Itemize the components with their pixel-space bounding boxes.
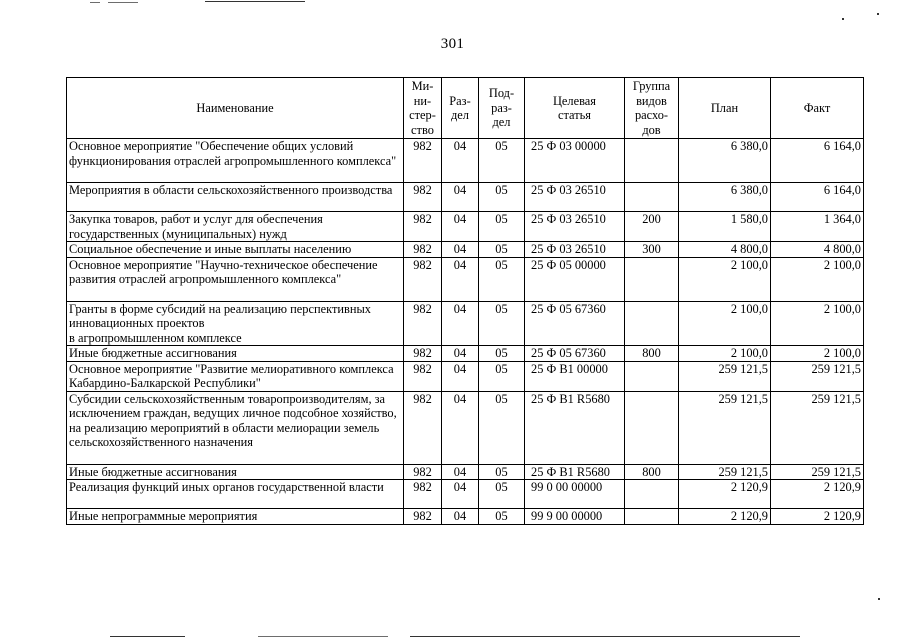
cell-subsection: 05	[479, 301, 525, 346]
cell-ministry: 982	[404, 139, 442, 183]
cell-ministry: 982	[404, 361, 442, 391]
cell-fact: 259 121,5	[771, 464, 864, 480]
cell-name: Закупка товаров, работ и услуг для обеспечения государственных (муниципальных) нужд	[67, 212, 404, 242]
cell-article: 99 0 00 00000	[525, 480, 625, 509]
cell-section: 04	[442, 346, 479, 362]
cell-plan: 4 800,0	[679, 242, 771, 258]
cell-plan: 259 121,5	[679, 464, 771, 480]
cell-plan: 2 120,9	[679, 509, 771, 525]
cell-subsection: 05	[479, 346, 525, 362]
table-row	[67, 212, 864, 242]
cell-name: Основное мероприятие "Развитие мелиоративного комплекса Кабардино-Балкарской Республики"	[67, 361, 404, 391]
header-article: Целевая статья	[525, 78, 625, 139]
cell-name: Основное мероприятие "Научно-техническое обеспечение развития отраслей агропромышленного комплекса"	[67, 257, 404, 301]
cell-article: 25 Ф 03 26510	[525, 212, 625, 242]
cell-ministry: 982	[404, 257, 442, 301]
cell-expense-group	[625, 301, 679, 346]
cell-article: 25 Ф 05 67360	[525, 301, 625, 346]
cell-subsection: 05	[479, 361, 525, 391]
cell-subsection: 05	[479, 509, 525, 525]
table-row	[67, 480, 864, 509]
cell-article: 25 Ф 05 00000	[525, 257, 625, 301]
cell-name: Иные непрограммные мероприятия	[67, 509, 404, 525]
cell-subsection: 05	[479, 257, 525, 301]
cell-name: Мероприятия в области сельскохозяйственного производства	[67, 183, 404, 212]
cell-section: 04	[442, 464, 479, 480]
header-plan: План	[679, 78, 771, 139]
cell-fact: 2 100,0	[771, 346, 864, 362]
cell-name: Реализация функций иных органов государственной власти	[67, 480, 404, 509]
table-row	[67, 183, 864, 212]
table-row	[67, 257, 864, 301]
header-expense-group: Группа видов расхо- дов	[625, 78, 679, 139]
cell-section: 04	[442, 242, 479, 258]
cell-fact: 6 164,0	[771, 139, 864, 183]
cell-ministry: 982	[404, 212, 442, 242]
scan-artifact-top-2	[108, 2, 138, 3]
cell-article: 25 Ф В1 00000	[525, 361, 625, 391]
scan-artifact-top-1	[90, 2, 100, 3]
cell-plan: 6 380,0	[679, 139, 771, 183]
header-subsection: Под- раз- дел	[479, 78, 525, 139]
cell-fact: 2 100,0	[771, 301, 864, 346]
cell-section: 04	[442, 391, 479, 464]
cell-ministry: 982	[404, 183, 442, 212]
cell-article: 25 Ф 03 00000	[525, 139, 625, 183]
cell-subsection: 05	[479, 183, 525, 212]
cell-article: 25 Ф 03 26510	[525, 242, 625, 258]
cell-expense-group: 300	[625, 242, 679, 258]
cell-plan: 259 121,5	[679, 361, 771, 391]
cell-expense-group	[625, 257, 679, 301]
scan-artifact-bottom-3	[410, 636, 800, 637]
scan-artifact-bottom-2	[258, 636, 388, 637]
cell-subsection: 05	[479, 391, 525, 464]
cell-expense-group: 200	[625, 212, 679, 242]
cell-fact: 259 121,5	[771, 391, 864, 464]
cell-expense-group	[625, 480, 679, 509]
cell-plan: 6 380,0	[679, 183, 771, 212]
table-row	[67, 346, 864, 362]
cell-name: Иные бюджетные ассигнования	[67, 346, 404, 362]
table-row	[67, 464, 864, 480]
scan-artifact-dot-2	[877, 13, 879, 15]
cell-name: Гранты в форме субсидий на реализацию перспективных инновационных проектов в агропромышленном комплексе	[67, 301, 404, 346]
cell-name: Социальное обеспечение и иные выплаты населению	[67, 242, 404, 258]
cell-section: 04	[442, 509, 479, 525]
cell-article: 25 Ф 05 67360	[525, 346, 625, 362]
table-row	[67, 242, 864, 258]
cell-fact: 2 120,9	[771, 480, 864, 509]
cell-section: 04	[442, 139, 479, 183]
scan-artifact-dot-3	[878, 598, 880, 600]
cell-expense-group	[625, 391, 679, 464]
table-row	[67, 139, 864, 183]
table-header-row	[67, 78, 864, 139]
cell-ministry: 982	[404, 480, 442, 509]
cell-fact: 4 800,0	[771, 242, 864, 258]
header-fact: Факт	[771, 78, 864, 139]
cell-article: 25 Ф В1 R5680	[525, 464, 625, 480]
scan-artifact-dot-1	[842, 18, 844, 20]
header-name: Наименование	[67, 78, 404, 139]
cell-ministry: 982	[404, 509, 442, 525]
cell-section: 04	[442, 212, 479, 242]
cell-fact: 1 364,0	[771, 212, 864, 242]
cell-expense-group	[625, 139, 679, 183]
page-number: 301	[440, 36, 465, 52]
cell-expense-group	[625, 361, 679, 391]
cell-fact: 2 100,0	[771, 257, 864, 301]
table-row	[67, 361, 864, 391]
cell-plan: 2 120,9	[679, 480, 771, 509]
cell-fact: 2 120,9	[771, 509, 864, 525]
cell-section: 04	[442, 480, 479, 509]
cell-name: Основное мероприятие "Обеспечение общих условий функционирования отраслей агропромышленного комплекса"	[67, 139, 404, 183]
cell-name: Иные бюджетные ассигнования	[67, 464, 404, 480]
cell-ministry: 982	[404, 242, 442, 258]
cell-subsection: 05	[479, 242, 525, 258]
cell-ministry: 982	[404, 464, 442, 480]
cell-plan: 259 121,5	[679, 391, 771, 464]
cell-subsection: 05	[479, 464, 525, 480]
cell-subsection: 05	[479, 480, 525, 509]
cell-section: 04	[442, 361, 479, 391]
cell-fact: 259 121,5	[771, 361, 864, 391]
cell-subsection: 05	[479, 212, 525, 242]
cell-section: 04	[442, 183, 479, 212]
cell-expense-group	[625, 509, 679, 525]
cell-fact: 6 164,0	[771, 183, 864, 212]
cell-expense-group	[625, 183, 679, 212]
cell-plan: 2 100,0	[679, 301, 771, 346]
cell-ministry: 982	[404, 391, 442, 464]
cell-plan: 2 100,0	[679, 346, 771, 362]
table-row	[67, 509, 864, 525]
cell-ministry: 982	[404, 301, 442, 346]
header-ministry: Ми- ни- стер- ство	[404, 78, 442, 139]
cell-section: 04	[442, 257, 479, 301]
budget-table	[66, 77, 864, 525]
cell-section: 04	[442, 301, 479, 346]
cell-article: 25 Ф 03 26510	[525, 183, 625, 212]
scan-artifact-top-3	[205, 1, 305, 2]
cell-expense-group: 800	[625, 464, 679, 480]
scan-artifact-bottom-1	[110, 636, 185, 637]
header-section: Раз- дел	[442, 78, 479, 139]
cell-name: Субсидии сельскохозяйственным товаропроизводителям, за исключением граждан, ведущих личное подсобное хозяйство, на реализацию мероприятий в области мелиорации земель сельскохозяйственного назначения	[67, 391, 404, 464]
cell-plan: 1 580,0	[679, 212, 771, 242]
cell-plan: 2 100,0	[679, 257, 771, 301]
cell-expense-group: 800	[625, 346, 679, 362]
cell-article: 99 9 00 00000	[525, 509, 625, 525]
cell-ministry: 982	[404, 346, 442, 362]
table-row	[67, 391, 864, 464]
table-row	[67, 301, 864, 346]
cell-article: 25 Ф В1 R5680	[525, 391, 625, 464]
cell-subsection: 05	[479, 139, 525, 183]
